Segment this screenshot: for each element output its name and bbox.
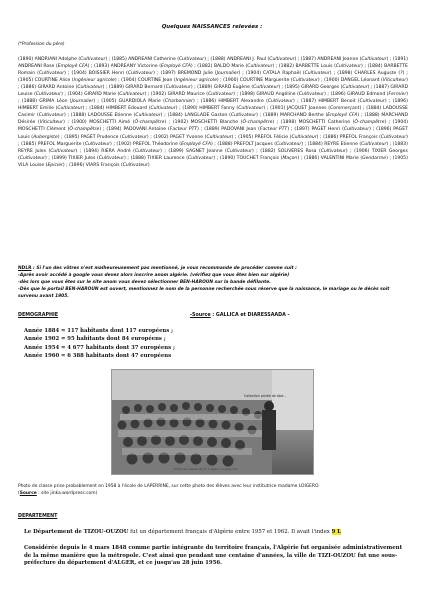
birth-name: SAGNET Jeanne [186, 148, 223, 154]
birth-entry: (1905) GUARDIOLA Marie (Charbonnier) [101, 99, 195, 105]
birth-year: 1884 [369, 64, 381, 70]
birth-name: TIXIER Laurence [147, 155, 185, 161]
birth-name: GIRARD Antoine [37, 85, 75, 91]
birth-entry: (1899) SAGNET Jeanne (Cultivateur) [168, 148, 254, 154]
photo-source-label: Source [19, 490, 37, 496]
birth-profession: Ô-champêtre [242, 120, 273, 126]
birth-name: LANGLADE Gaston [184, 113, 228, 119]
population-stats [24, 327, 324, 360]
birth-entry: (1888) TIXIER Laurence (Cultivateur) [130, 155, 216, 161]
population-row: Année 1960 = 6 388 habitants dont 47 européens [24, 352, 172, 359]
birth-profession: Cultivateur [208, 92, 234, 98]
birth-name: BOISSIER Henri [88, 71, 125, 77]
birth-year: 1896 [70, 162, 83, 168]
birth-name: GIRARD Marie [84, 92, 116, 98]
births-list: (1890) ANDRIANI Adolphe (Cultivateur) ; (1885) ANDREANI Catherine (Cultivateur) ; (1888) ANDREANI J. Paul (Cultivateur) ; (1887) ANDREANI Jeanne (Cultivateur) ; (1891) ANDREANI Rose (Employé CFA) ; (1893) ANDREANY Victorine (Employé CFA) ; (1882) BALDO Marie (Cultivateur) ; (1882) BARBETTE Louis (Cultivateur) ; (1884) BARBETTE Romain (Cultivateur) ; (1904) BOISSIER Henri (Cultivateur) ; (1897) BREMOND Julie (Journalier) ; (1904) CATALA Raphaël (Cultivateur) ; (1898) CHARLES Auguste (?) ; (1905) COURTINE Alice (Ingénieur agricole) ; (1904) COURTINE Jean (Ingénieur agricole) ; (1900) COURTINE Marguerite (Cultivateur) ; (1900) DANGEL Léonard (Viticulteur) ; (1886) GIRARD Antoine (Cultivateur) ; (1889) GIRARD Bernard (Cultivateur) ; (1889) GIRARD Eugène (Cultivateur) ; (1895) GIRARD Georges (Cultivateur) ; (1887) GIRARD Louise (Cultivateur) ; (1904) GIRARD Marie (Cultivateur) ; (1902) GIRARD Maurice (Cultivateur) ; (1898) GIRAUD Angéline (Cultivateur) ; (1896) GIRAUD Edmond (Fermier) ; (1888) GRIMA Léon (Journalier) ; (1905) GUARDIOLA Marie (Charbonnier) ; (1886) HIMBERT Alexandre (Cultivateur) ; (1887) HIMBERT Benoit (Cultivateur) ; (1896) HIMBERT Emilie (Cultivateur) ; (1884) HIMBERT Edouard (Cultivateur) ; (1890) HIMBERT Fanny (Cultivateur) ; (1901) JACQUET Joannes (Commerçant) ; (1884) LADOUSSE Casimir (Cultivateur) ; (1888) LADOUSSE Etienne (Cultivateur) ; (1884) LANGLADE Gaston (Cultivateur) ; (1889) MARCHAND Berthe (Employé CFA) ; (1888) MARCHAND Désirée (Viticulteur) ; (1900) MOSCHETTI Aimé (Ô-champêtre) ; (1902) MOSCHETTI Blanche (Ô-champêtre) ; (1898) MOSCHETTI Catherine (Ô-champêtre) ; (1904) MOSCHETTI Clément (Ô-champêtre) ; (1894) PADOVANI Antoine (Facteur PTT) ; (1889) PADOVANI Jean (Facteur PTT) ; (1897) PAGET Henri (Cultivateur) ; (1896) PAGET Louis (Aubergiste) ; (1895) PAGET Prudence (Cultivateur) ; (1902) PAGET Yvonne (Cultivateur) ; (1905) PREFOL Félicie (Cultivateur) ; (1886) PREFOL François (Cultivateur) ; (1885) PREFOL Marguerite (Cultivateur) ; (1902) PREFOL Théodorine (Employé CFA) ; (1888) PREFOLT Jacques (Cultivateur) ; (1884) REYRE Etienne (Cultivateur) ; (1883) REYRE Jules (Cultivateur) ; (1894) RIERA André (Cultivateur) ; (1899) SAGNET Jeanne (Cultivateur) ; (1882) SOLIVERES Rosa (Cultivateur) ; (1906) TIXIER Georges (Cultivateur) ; (1899) TIXIER Jules (Cultivateur) ; (1888) TIXIER Laurence (Cultivateur) ; (1890) TOUCHET François (Maçon) ; (1886) VALENTINI Marie (Gendarme) ; (1905) VILA Louise (Epicier) ; (1896) VIARS François (Cultivateur) [18, 57, 409, 168]
birth-entry: (1905) VILA Louise (Epicier) [18, 155, 408, 168]
birth-entry: (1886) VALENTINI Marie (Gendarme) [303, 155, 388, 161]
birth-name: COURTINE Alice [34, 78, 71, 84]
birth-name: PAGET Louis [18, 127, 408, 140]
birth-name: BARBETTE Louis [295, 64, 333, 70]
birth-year: 1896 [332, 92, 344, 98]
birth-entry: (1887) HIMBERT Benoit (Cultivateur) [300, 99, 387, 105]
birth-name: VIARS François [85, 162, 120, 168]
birth-entry: (1885) PREFOL Marguerite (Cultivateur) [21, 141, 112, 147]
birth-name: GRIMA Léon [39, 99, 68, 105]
birth-entry: (1884) LANGLADE Gaston (Cultivateur) [167, 113, 258, 119]
birth-profession: Cultivateur [320, 148, 346, 154]
department-intro [24, 528, 408, 536]
birth-year: 1885 [113, 57, 125, 62]
birth-name: BREMOND Julie [177, 71, 213, 77]
birth-year: 1902 [174, 120, 187, 126]
birth-entry: (1896) HIMBERT Emilie (Cultivateur) [18, 99, 408, 112]
birth-entry: (1889) PADOVANI Jean (Facteur PTT) [204, 127, 290, 133]
birth-entry: (1888) LADOUSSE Etienne (Cultivateur) [70, 113, 163, 119]
birth-name: GIRARD Georges [301, 85, 340, 91]
birth-year: 1899 [170, 148, 182, 154]
birth-name: PREFOL François [339, 134, 378, 140]
birth-year: 1882 [280, 64, 293, 70]
birth-year: 1887 [302, 57, 315, 62]
birth-entry: (1890) TOUCHET François (Maçon) [219, 155, 300, 161]
birth-name: GIRARD Eugène [213, 85, 250, 91]
birth-name: GIRARD Louise [18, 85, 409, 98]
birth-profession: Cultivateur [77, 85, 103, 91]
birth-year: 1890 [184, 106, 196, 112]
birth-entry: (1884) HIMBERT Edouard (Cultivateur) [89, 106, 178, 112]
demography-label: DEMOGRAPHIE [18, 313, 59, 318]
birth-profession: Cultivateur [38, 113, 64, 119]
birth-year: 1884 [91, 106, 103, 112]
birth-year: 1900 [224, 78, 237, 84]
birth-profession: Cultivateur [98, 155, 124, 161]
birth-entry: (1906) TIXIER Georges (Cultivateur) [18, 148, 408, 161]
birth-year: 1900 [73, 120, 85, 126]
birth-entry: (1889) GIRARD Bernard (Cultivateur) [108, 85, 193, 91]
birth-entry: (1895) PAGET Prudence (Cultivateur) [64, 134, 149, 140]
birth-profession: Ingénieur agricole [175, 78, 217, 84]
birth-year: 1898 [338, 71, 351, 77]
birth-year: 1904 [247, 71, 260, 77]
birth-profession: Maçon [282, 155, 298, 161]
birth-year: 1887 [375, 85, 388, 91]
birth-year: 1890 [19, 57, 32, 62]
birth-profession: Cultivateur [247, 64, 273, 70]
birth-year: 1894 [85, 148, 98, 154]
birth-entry: (1899) TIXIER Jules (Cultivateur) [51, 155, 126, 161]
birth-profession: Cultivateur [359, 99, 385, 105]
birth-name: MARCHAND Désirée [18, 113, 408, 126]
photo-caption-text: Photo de classe prise probablement en 1958 à l'école de LAPERRINE, sur cette photo des élèves avec leur institutrice madame LOIGERO. [18, 484, 320, 489]
birth-entry: (1886) HIMBERT Alexandre (Cultivateur) [200, 99, 295, 105]
birth-name: MOSCHETTI Aimé [89, 120, 131, 126]
birth-profession: ? [400, 71, 403, 77]
birth-name: PAGET Prudence [80, 134, 119, 140]
birth-name: VALENTINI Marie [320, 155, 359, 161]
birth-year: 1885 [22, 141, 35, 147]
birth-year: 1888 [23, 99, 36, 105]
birth-profession: Ingénieur agricole [73, 78, 115, 84]
ndlr-label: NDLR [18, 266, 32, 271]
birth-profession: Ô-champêtre [69, 127, 100, 133]
birth-profession: Cultivateur [179, 57, 205, 62]
birth-name: MOSCHETTI Blanche [190, 120, 239, 126]
birth-profession: Epicier [47, 162, 63, 168]
birth-entry: (1890) HIMBERT Fanny (Cultivateur) [182, 106, 266, 112]
birth-name: GIRARD Bernard [125, 85, 163, 91]
birth-name: PADOVANI Antoine [123, 127, 167, 133]
birth-name: PAGET Yvonne [170, 134, 204, 140]
demography-header [18, 313, 408, 321]
birth-profession: Cultivateur [38, 71, 65, 77]
birth-entry: (1884) BARBETTE Romain (Cultivateur) [18, 64, 408, 77]
birth-profession: Cultivateur [230, 113, 257, 119]
birth-entry: (1905) PREFOL Félicie (Cultivateur) [238, 134, 319, 140]
department-history: Considérée depuis le 4 mars 1848 comme partie intégrante du territoire français, l'Algérie fut organisée administrativement de la même manière que la métropole. C'est ainsi que pendant une centaine d'années, la ville de TIZI-OUZOU fut une sous-préfecture du département d'ALGER, et ce jusqu'au 28 juin 1956. [24, 545, 403, 567]
birth-entry: (1888) GRIMA Léon (Journalier) [21, 99, 96, 105]
birth-year: 1889 [198, 85, 211, 91]
birth-entry: (1882) SOLIVERES Rosa (Cultivateur) [260, 148, 348, 154]
birth-name: LADOUSSE Etienne [87, 113, 132, 119]
birth-year: 1900 [325, 78, 338, 84]
birth-name: COURTINE Marguerite [239, 78, 290, 84]
birth-year: 1890 [221, 155, 234, 161]
birth-year: 1883 [394, 141, 407, 147]
birth-name: HIMBERT Edouard [106, 106, 148, 112]
birth-entry: (1882) BALDO Marie (Cultivateur) [197, 64, 275, 70]
birth-year: 1902 [118, 141, 130, 147]
birth-name: TOUCHET François [236, 155, 279, 161]
birth-year: 1904 [394, 120, 407, 126]
note-line-2: -Après avoir accédé à google vous devez alors inscrire anom algérie. (vérifiez que vous êtes bien sur algérie) [18, 273, 290, 278]
class-photo-image [112, 370, 314, 475]
birth-name: CATALA Raphaël [263, 71, 301, 77]
birth-name: LADOUSSE Casimir [18, 106, 408, 119]
birth-profession: Cultivateur [253, 85, 279, 91]
photo-inner-footer: Photo de classe de M° Loigero à Laperrine [174, 467, 238, 471]
department-index: 9 L [331, 529, 341, 535]
birth-year: 1884 [309, 141, 321, 147]
birth-profession: Cultivateur [50, 148, 76, 154]
birth-entry: (1886) PREFOL François (Cultivateur) [323, 134, 408, 140]
birth-year: 1891 [394, 57, 407, 62]
birth-year: 1888 [72, 113, 85, 119]
birth-year: 1905 [103, 99, 115, 105]
birth-entry: (1897) BREMOND Julie (Journalier) [160, 71, 241, 77]
birth-name: MARCHAND Berthe [280, 113, 324, 119]
birth-year: 1902 [155, 134, 167, 140]
birth-name: CHARLES Auguste [354, 71, 397, 77]
birth-profession: Employé CFA [57, 64, 88, 70]
note-line-4: -Dès que le portail BEN-HAROUN est ouvert, mentionnez le nom de la personne recherchée sous réserve que la naissance, le mariage ou le décès soit survenu avant 1905. [18, 287, 390, 299]
class-photo [111, 369, 314, 475]
birth-entry: (1902) PREFOL Théodorine (Employé CFA) [116, 141, 213, 147]
birth-year: 1889 [264, 113, 277, 119]
birth-profession: Ô-champêtre [354, 120, 385, 126]
birth-profession: Cultivateur [343, 127, 370, 133]
birth-profession: Cultivateur [188, 155, 214, 161]
birth-profession: Cultivateur [127, 71, 154, 77]
photo-source-text: : site jinka.wordpress.com) [36, 490, 98, 496]
birth-name: ANDREANI Jeanne [317, 57, 359, 62]
birth-year: 1905 [19, 78, 32, 84]
page-title: Quelques NAISSANCES relevées : [161, 24, 263, 30]
birth-profession: Cultivateur [276, 141, 302, 147]
birth-entry: (1888) MARCHAND Désirée (Viticulteur) [18, 113, 408, 126]
birth-profession: Cultivateur [361, 141, 387, 147]
birth-year: 1894 [108, 127, 120, 133]
birth-entry: (1898) CHARLES Auguste (?) [337, 71, 405, 77]
birth-entry: (1887) GIRARD Louise (Cultivateur) [18, 85, 409, 98]
department-text: fut un département français d'Algérie entre 1957 et 1962. Il avait l'index [128, 529, 332, 535]
birth-entry: (1900) MOSCHETTI Aimé (Ô-champêtre) [71, 120, 167, 126]
birth-profession: Cultivateur [19, 155, 45, 161]
birth-year: 1904 [122, 78, 135, 84]
population-row: Année 1884 = 117 habitants dont 117 européens ; [24, 328, 174, 334]
birth-profession: Cultivateur [84, 141, 111, 147]
birth-entry: (1886) GIRARD Antoine (Cultivateur) [20, 85, 105, 91]
birth-profession: Employé CFA [327, 113, 358, 119]
birth-year: 1906 [355, 148, 368, 154]
birth-name: HIMBERT Fanny [199, 106, 235, 112]
birth-profession: Cultivateur [119, 92, 145, 98]
birth-entry: (1904) GIRARD Marie (Cultivateur) [67, 92, 147, 98]
birth-entry: (1888) ANDREANI J. Paul (Cultivateur) [210, 57, 297, 62]
birth-year: 1889 [206, 127, 218, 133]
birth-profession: Journalier [216, 71, 239, 77]
birth-year: 1895 [65, 134, 78, 140]
birth-profession: Viticulteur [382, 78, 407, 84]
birth-year: 1887 [302, 99, 315, 105]
birth-name: TIXIER Jules [68, 155, 96, 161]
birth-entry: (1905) COURTINE Alice (Ingénieur agricole) [18, 78, 117, 84]
birth-profession: Cultivateur [134, 148, 161, 154]
birth-profession: Cultivateur [150, 106, 176, 112]
birth-year: 1904 [73, 71, 85, 77]
birth-year: 1896 [394, 99, 407, 105]
birth-profession: Cultivateur [342, 85, 368, 91]
photo-inner-caption: Collection privée de Abd... [244, 394, 287, 398]
birth-entry: (1889) MARCHAND Berthe (Employé CFA) [263, 113, 360, 119]
birth-entry: (1882) BARBETTE Louis (Cultivateur) [278, 64, 363, 70]
birth-profession: Cultivateur [57, 106, 83, 112]
birth-year: 1898 [241, 92, 254, 98]
birth-year: 1884 [367, 106, 380, 112]
birth-name: VILA Louise [18, 162, 45, 168]
birth-year: 1882 [199, 64, 211, 70]
birth-year: 1899 [53, 155, 65, 161]
birth-name: TIXIER Georges [371, 148, 408, 154]
birth-year: 1897 [296, 127, 308, 133]
birth-entry: (1904) CATALA Raphaël (Cultivateur) [245, 71, 332, 77]
birth-profession: Journalier [71, 99, 94, 105]
birth-profession: Charbonnier [164, 99, 193, 105]
birth-profession: Fermier [388, 92, 407, 98]
birth-name: ANDRIANI Adolphe [34, 57, 77, 62]
birth-entry: (1894) PADOVANI Antoine (Facteur PTT) [106, 127, 199, 133]
birth-year: 1884 [169, 113, 181, 119]
birth-entry: (1888) PREFOLT Jacques (Cultivateur) [217, 141, 303, 147]
birth-name: DANGEL Léonard [340, 78, 380, 84]
birth-profession: Ô-champêtre [134, 120, 165, 126]
birth-entry: (1887) ANDREANI Jeanne (Cultivateur) [300, 57, 389, 62]
birth-profession: Facteur PTT [259, 127, 288, 133]
birth-entry: (1902) PAGET Yvonne (Cultivateur) [153, 134, 234, 140]
birth-name: ANDREANY Victorine [110, 64, 158, 70]
birth-profession: Gendarme [362, 155, 387, 161]
birth-entry: (1901) JACQUET Joannes (Commerçant) [270, 106, 362, 112]
birth-profession: Cultivateur [35, 92, 62, 98]
profession-footnote: (*Profession du père) [18, 42, 65, 47]
birth-name: ANDREANI Rose [18, 64, 55, 70]
birth-name: REYRE Etienne [324, 141, 358, 147]
birth-year: 1905 [239, 134, 252, 140]
birth-entry: (1883) REYRE Jules (Cultivateur) [18, 141, 408, 154]
birth-name: PREFOL Théodorine [133, 141, 178, 147]
birth-year: 1886 [324, 134, 337, 140]
birth-year: 1898 [282, 120, 295, 126]
birth-year: 1888 [219, 141, 231, 147]
birth-profession: Cultivateur [122, 162, 148, 168]
note-line-3: -dès lors que vous êtes sur le site anom vous devez sélectionner BEN-HAROUN sur la bande défilante. [18, 280, 271, 285]
birth-name: GIRAUD Angéline [256, 92, 296, 98]
birth-year: 1889 [110, 85, 123, 91]
birth-name: BALDO Marie [213, 64, 244, 70]
birth-year: 1905 [394, 155, 407, 161]
birth-entry: (1884) LADOUSSE Casimir (Cultivateur) [18, 106, 408, 119]
birth-entry: (1902) MOSCHETTI Blanche (Ô-champêtre) [172, 120, 275, 126]
birth-profession: Facteur PTT [169, 127, 198, 133]
birth-profession: Cultivateur [121, 134, 147, 140]
birth-profession: Cultivateur [267, 99, 294, 105]
birth-profession: Cultivateur [269, 57, 295, 62]
birth-name: ANDREANI J. Paul [227, 57, 267, 62]
birth-profession: Cultivateur [292, 78, 318, 84]
birth-profession: Cultivateur [238, 106, 264, 112]
birth-name: HIMBERT Emilie [18, 106, 54, 112]
population-row: Année 1902 = 95 habitants dont 84 européens ; [24, 336, 166, 343]
birth-name: COURTINE Jean [137, 78, 173, 84]
birth-entry: (1891) ANDREANI Rose (Employé CFA) [18, 57, 408, 70]
birth-name: PAGET Henri [311, 127, 341, 133]
birth-profession: Cultivateur [298, 92, 325, 98]
source-text: : GALLICA et DIARESSAADA - [210, 313, 290, 318]
birth-entry: (1895) GIRARD Georges (Cultivateur) [284, 85, 370, 91]
birth-entry: (1904) BOISSIER Henri (Cultivateur) [71, 71, 155, 77]
birth-name: GUARDIOLA Marie [118, 99, 161, 105]
birth-profession: Viticulteur [39, 120, 64, 126]
birth-entry: (1900) DANGEL Léonard (Viticulteur) [324, 78, 408, 84]
birth-entry: (1893) ANDREANY Victorine (Employé CFA) [93, 64, 193, 70]
birth-entry: (1896) VIARS François (Cultivateur) [69, 162, 150, 168]
birth-entry: (1902) GIRARD Maurice (Cultivateur) [150, 92, 236, 98]
birth-year: 1901 [271, 106, 284, 112]
population-row: Année 1954 = 4 677 habitants dont 37 européens ; [24, 344, 175, 351]
birth-entry: (1900) COURTINE Marguerite (Cultivateur) [223, 78, 320, 84]
birth-name: PREFOL Marguerite [37, 141, 82, 147]
birth-entry: (1890) ANDRIANI Adolphe (Cultivateur) [18, 57, 108, 62]
birth-year: 1895 [286, 85, 298, 91]
birth-name: JACQUET Joannes [286, 106, 327, 112]
birth-year: 1886 [22, 85, 35, 91]
birth-year: 1886 [305, 155, 318, 161]
birth-year: 1893 [95, 64, 108, 70]
birth-name: REYRE Jules [18, 148, 46, 154]
birth-profession: Employé CFA [181, 141, 211, 147]
birth-profession: Employé CFA [160, 64, 191, 70]
birth-profession: Cultivateur [380, 134, 407, 140]
birth-entry: (1885) ANDREANI Catherine (Cultivateur) [111, 57, 206, 62]
source-label: -Source [190, 313, 211, 318]
birth-entry: (1889) GIRARD Eugène (Cultivateur) [197, 85, 281, 91]
photo-source-prefix: ( [18, 490, 20, 496]
birth-name: BARBETTE Romain [18, 64, 408, 77]
birth-profession: Cultivateur [80, 57, 106, 62]
birth-name: GIRARD Maurice [167, 92, 205, 98]
birth-name: HIMBERT Benoit [318, 99, 356, 105]
birth-profession: Cultivateur [291, 134, 317, 140]
birth-year: 1897 [162, 71, 174, 77]
birth-name: ANDREANI Catherine [128, 57, 176, 62]
birth-year: 1886 [202, 99, 215, 105]
birth-profession: Cultivateur [135, 113, 161, 119]
birth-name: SOLIVERES Rosa [277, 148, 317, 154]
birth-profession: Cultivateur [206, 134, 232, 140]
birth-name: MOSCHETTI Clément [18, 127, 66, 133]
note-line-1: : Si l'un des vôtres n'est malheureusement pas mentionné, je vous recommande de procéder comme suit : [31, 266, 297, 271]
birth-entry: (1897) PAGET Henri (Cultivateur) [294, 127, 371, 133]
birth-profession: Aubergiste [33, 134, 58, 140]
department-label: DEPARTEMENT [18, 514, 58, 519]
birth-entry: (1896) PAGET Louis (Aubergiste) [18, 127, 408, 140]
birth-year: 1888 [212, 57, 224, 62]
birth-profession: Cultivateur [335, 64, 362, 70]
birth-entry: (1894) RIERA André (Cultivateur) [83, 148, 162, 154]
birth-name: PREFOL Félicie [254, 134, 289, 140]
birth-entry: (1898) GIRAUD Angéline (Cultivateur) [239, 92, 326, 98]
birth-year: 1902 [152, 92, 165, 98]
birth-year: 1882 [262, 148, 274, 154]
birth-entry: (1896) GIRAUD Edmond (Fermier) [330, 92, 408, 98]
birth-profession: Cultivateur [361, 57, 387, 62]
birth-name: MOSCHETTI Catherine [298, 120, 351, 126]
birth-entry: (1904) COURTINE Jean (Ingénieur agricole) [121, 78, 219, 84]
search-instructions [18, 265, 408, 300]
birth-year: 1896 [377, 127, 390, 133]
birth-name: PREFOLT Jacques [233, 141, 273, 147]
birth-name: HIMBERT Alexandre [218, 99, 264, 105]
birth-name: RIERA André [101, 148, 131, 154]
birth-name: GIRAUD Edmond [347, 92, 386, 98]
birth-name: PADOVANI Jean [221, 127, 257, 133]
photo-caption [18, 484, 408, 497]
birth-entry: (1904) MOSCHETTI Clément (Ô-champêtre) [18, 120, 408, 133]
birth-profession: Cultivateur [304, 71, 330, 77]
birth-profession: Cultivateur [165, 85, 191, 91]
birth-entry: (1884) REYRE Etienne (Cultivateur) [307, 141, 389, 147]
birth-year: 1888 [366, 113, 378, 119]
demography-source [190, 313, 289, 318]
birth-entry: (1898) MOSCHETTI Catherine (Ô-champêtre) [280, 120, 387, 126]
birth-profession: Commerçant [330, 106, 360, 112]
birth-year: 1888 [132, 155, 144, 161]
birth-profession: Cultivateur [226, 148, 252, 154]
department-name: Le Département de TIZOU-OUZOU [24, 529, 129, 535]
birth-year: 1904 [69, 92, 81, 98]
